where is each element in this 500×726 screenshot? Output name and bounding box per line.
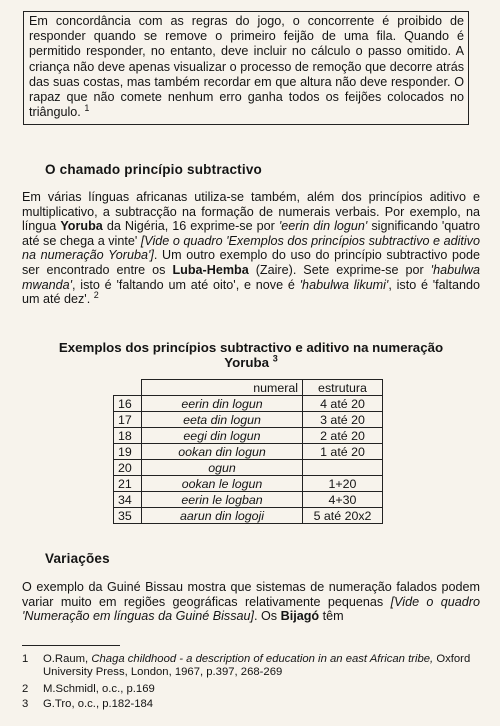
guine-bissau-table-reference: [Vide o quadro 'Numeração em línguas da Guiné Bissau] <box>22 594 480 624</box>
section-heading-subtractive: O chamado princípio subtractivo <box>45 162 262 177</box>
row-estrutura: 2 até 20 <box>303 428 383 444</box>
table-row <box>114 460 383 476</box>
row-numeral: eeta din logun <box>142 412 303 428</box>
header-estrutura: estrutura <box>303 380 383 396</box>
row-numeral: ogun <box>142 460 303 476</box>
row-numeral: ookan le logun <box>142 476 303 492</box>
row-number: 20 <box>114 460 142 476</box>
row-numeral: eerin le logban <box>142 492 303 508</box>
row-number: 16 <box>114 396 142 412</box>
row-numeral: ookan din logun <box>142 444 303 460</box>
habulwa-likumi-term: 'habulwa likumi' <box>299 277 389 292</box>
table-row <box>114 508 383 524</box>
box-text: Em concordância com as regras do jogo, o concorrente é proibido de responder quando se remove o primeiro feijão de uma fila. Quando é permitido responder, no entanto, deve incluir no cálculo o passo omitido. A criança não deve apenas visualizar o processo de remoção que decorre atrás das suas costas, mas também recordar em que altura não deve responder. O rapaz que não comete nenhum erro ganha todos os feijões colocados no triângulo. <box>29 14 464 120</box>
row-estrutura <box>303 460 383 476</box>
footnote-ref-2: 2 <box>93 289 99 300</box>
table-row <box>114 492 383 508</box>
yoruba-numeral-table <box>113 379 383 524</box>
row-estrutura: 3 até 20 <box>303 412 383 428</box>
table-row <box>114 444 383 460</box>
row-numeral: eerin din logun <box>142 396 303 412</box>
bijago-term: Bijagó <box>280 609 320 624</box>
row-estrutura: 1 até 20 <box>303 444 383 460</box>
row-estrutura: 4+30 <box>303 492 383 508</box>
eerin-din-logun-term: 'eerin din logun' <box>278 219 368 234</box>
row-number: 34 <box>114 492 142 508</box>
luba-hemba-term: Luba-Hemba <box>172 262 249 277</box>
footnote-ref-1: 1 <box>84 103 90 114</box>
row-estrutura: 4 até 20 <box>303 396 383 412</box>
row-number: 35 <box>114 508 142 524</box>
row-number: 18 <box>114 428 142 444</box>
row-numeral: eegi din logun <box>142 428 303 444</box>
row-number: 21 <box>114 476 142 492</box>
table-title: Exemplos dos princípios subtractivo e aditivo na numeração Yoruba $^3$ <box>58 340 444 370</box>
footnote-ref-3: 3 <box>272 353 278 364</box>
header-numeral: numeral <box>142 380 303 396</box>
row-number: 19 <box>114 444 142 460</box>
yoruba-term: Yoruba <box>60 219 103 234</box>
variacoes-paragraph: O exemplo da Guiné Bissau mostra que sistemas de numeração falados podem variar muito em regiões geográficas relativamente pequenas [Vide o quadro 'Numeração em línguas da Guiné Bissau]. Os Bijagó têm <box>22 580 480 624</box>
habulwa-mwanda-term: 'habulwa mwanda' <box>22 262 480 292</box>
table-row <box>114 412 383 428</box>
game-rules-box <box>23 11 469 125</box>
table-reference: [Vide o quadro 'Exemplos dos princípios subtractivo e aditivo na numeração Yoruba'] <box>22 233 480 263</box>
row-number: 17 <box>114 412 142 428</box>
row-numeral: aarun din logoji <box>142 508 303 524</box>
section-heading-variacoes: Variações <box>45 551 110 566</box>
row-estrutura: 5 até 20x2 <box>303 508 383 524</box>
table-row <box>114 476 383 492</box>
footnote-separator <box>22 645 120 646</box>
table-row <box>114 428 383 444</box>
row-estrutura: 1+20 <box>303 476 383 492</box>
subtractive-paragraph: Em várias línguas africanas utiliza-se também, além dos princípios aditivo e multiplicativo, a subtracção na formação de numerais verbais. Por exemplo, na língua Yoruba da Nigéria, 16 exprime-se por 'eerin din logun' significando 'quatro até se chega a vinte' [Vide o quadro 'Exemplos dos princípios subtractivo e aditivo na numeração Yoruba']. Um outro exemplo do uso do princípio subtractivo pode ser encontrado entre os Luba-Hemba (Zaire). Sete exprime-se por 'habulwa mwanda', isto é 'faltando um até oito', e nove é 'habulwa likumi', isto é 'faltando um até dez'. $^2$ <box>22 190 480 307</box>
table-header-row <box>114 380 383 396</box>
table-row <box>114 396 383 412</box>
